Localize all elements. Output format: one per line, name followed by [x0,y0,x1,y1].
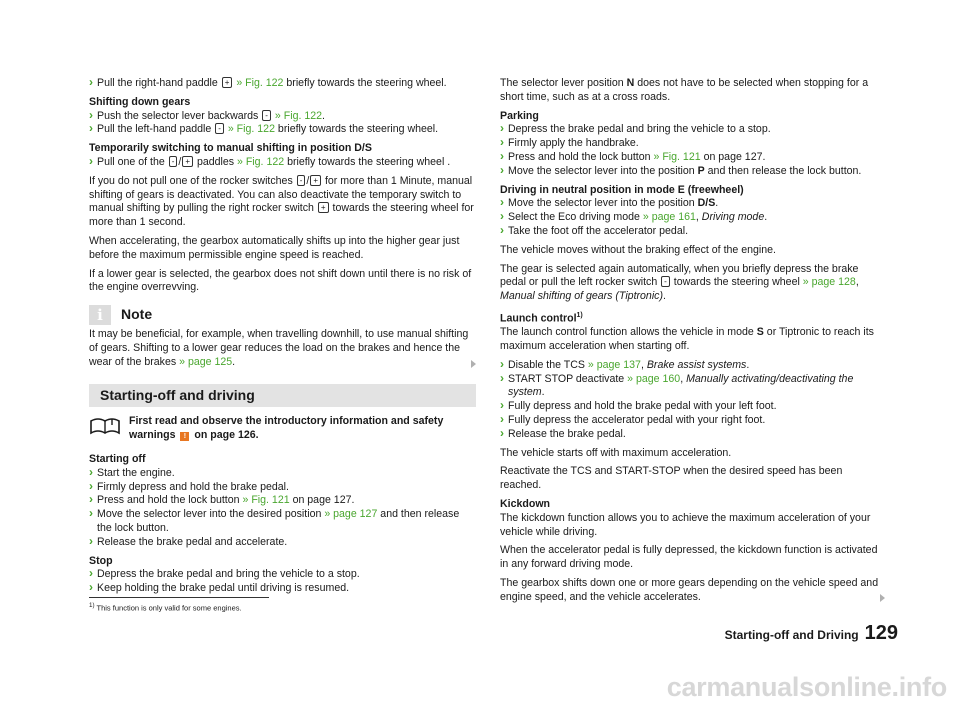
text: and then release the lock button. [97,508,460,534]
fig-link[interactable]: » Fig. 122 [237,155,285,168]
start-step: › Firmly depress and hold the brake pedal. [89,481,476,495]
xref-title: Driving mode [701,211,765,224]
text: paddles [196,155,235,168]
upshift-step [89,77,476,91]
fig-link[interactable]: » Fig. 121 [653,150,701,163]
launch-paragraph [500,326,885,354]
plus-key-icon: + [222,77,233,88]
text: briefly towards the steering wheel. [286,77,447,89]
text: , [640,358,644,371]
text: . [715,197,719,210]
parking-heading: Parking [500,109,539,122]
fig-link[interactable]: » Fig. 122 [274,109,323,122]
page-link[interactable]: » page 125 [179,355,233,368]
fig-link[interactable]: » Fig. 122 [236,77,284,89]
temp-manual-heading: Temporarily switching to manual shifting in position D/S [89,142,372,155]
text: Disable the TCS [508,358,585,371]
minus-key-icon: - [661,276,670,287]
park-step: › Depress the brake pedal and bring the vehicle to a stop. [500,123,885,137]
minus-key-icon: - [169,156,178,167]
text: . [746,358,750,371]
page-link[interactable]: » page 160 [627,372,681,385]
minus-key-icon: - [262,110,271,121]
left-column [89,77,476,601]
minus-key-icon: - [215,123,224,134]
text: towards the steering wheel for more than 1 second. [89,202,474,229]
launch-control-heading [500,309,885,326]
page-link[interactable]: » page 137 [587,358,641,371]
text: towards the steering wheel [673,276,800,289]
lower-gear-paragraph: If a lower gear is selected, the gearbox does not shift down until there is no risk of the engine overrevving. [89,267,472,294]
text: Pull the left-hand paddle [97,123,212,136]
text: does not have to be selected when stopping for a short time, such as at a cross roads. [500,77,869,103]
footnote-text: This function is only valid for some engines. [96,603,242,613]
kickdown-paragraph: The kickdown function allows you to achieve the maximum acceleration of your vehicle while driving. [500,511,871,538]
text: , [855,276,859,289]
chapter-title: Starting-off and Driving [724,628,859,642]
plus-key-icon: + [318,202,329,213]
text: Move the selector lever into the position [508,164,695,177]
page-footer [724,622,898,644]
launch-step: › Release the brake pedal. [500,428,885,442]
section-title: Starting-off and driving [89,384,476,408]
launch-step: › Fully depress and hold the brake pedal with your left foot. [500,400,885,414]
note-title: Note [121,306,153,323]
neutral-step [500,211,885,225]
shift-down-step [89,123,476,137]
text: . [764,211,768,224]
park-step [500,165,885,179]
plus-key-icon: + [310,175,321,186]
neutral-heading: Driving in neutral position in mode E (freewheel) [500,183,744,196]
text: The selector lever position [500,77,624,89]
xref-title: Manually activating/deactivating the system [508,372,854,399]
text: Launch control [500,312,577,325]
stop-heading: Stop [89,554,113,567]
text: The gear is selected again automatically, when you briefly depress the brake pedal or pull the left rocker switch [500,262,859,289]
stop-step: › Keep holding the brake pedal until driving is resumed. [89,582,476,596]
text: . [541,386,545,399]
info-icon: i [89,305,111,325]
safety-note [89,415,476,443]
launch-step: › Fully depress the accelerator pedal with your right foot. [500,414,885,428]
park-step: › Firmly apply the handbrake. [500,137,885,151]
kickdown-paragraph: When the accelerator pedal is fully depressed, the kickdown function is activated in any forward driving mode. [500,544,878,571]
text: It may be beneficial, for example, when travelling downhill, to use manual shifting of gears. Shifting to a lower gear reduces the load on the brakes and hence the wear of the brakes [89,328,469,368]
text: Move the selector lever into the position [508,197,695,210]
note-text [89,328,476,369]
text: The gearbox shifts down one or more gears depending on the vehicle speed and engine speed, and the vehicle accelerates. [500,577,879,603]
neutral-step: › Take the foot off the accelerator pedal. [500,225,885,239]
safety-note-text [129,415,476,443]
kickdown-heading: Kickdown [500,498,551,511]
xref-title: Brake assist systems [646,358,747,371]
launch-step [500,373,885,401]
page-link[interactable]: » page 161 [642,211,696,224]
launch-paragraph: Reactivate the TCS and START-STOP when the desired speed has been reached. [500,465,843,492]
shift-down-heading: Shifting down gears [89,95,191,108]
manual-book-icon [89,415,121,443]
plus-key-icon: + [182,156,193,167]
warning-icon: ! [180,432,189,441]
footnote-mark: 1) [576,311,583,319]
footnote [89,599,242,615]
text: Select the Eco driving mode [508,211,640,224]
neutral-paragraph: The vehicle moves without the braking effect of the engine. [500,243,776,256]
start-step [89,494,476,508]
text: If you do not pull one of the rocker switches [89,174,293,187]
right-column [500,77,885,610]
page-link[interactable]: » page 127 [324,508,378,521]
position-label: D/S [697,197,716,210]
text: , [695,211,699,224]
text: START STOP deactivate [508,372,625,385]
page-link[interactable]: » page 128 [802,276,856,289]
launch-step [500,359,885,373]
fig-link[interactable]: » Fig. 121 [242,494,290,507]
footnote-mark: 1) [89,602,95,609]
text: Pull the right-hand paddle [97,77,218,89]
text: . [232,355,236,368]
text: , [680,372,684,385]
fig-link[interactable]: » Fig. 122 [227,123,275,136]
footnote-rule [89,597,269,598]
text: . [322,109,325,122]
park-step [500,151,885,165]
text: for more than 1 Minute, manual shifting of gears is deactivated. You can also deactivate the temporary switch to manual shifting by pulling the right rocker switch [89,174,473,215]
text: . [663,290,666,303]
text: or Tiptronic to reach its maximum acceleration when starting off. [500,326,874,353]
position-label: S [756,326,764,339]
text: on page 127. [703,150,766,163]
text: briefly towards the steering wheel . [287,155,451,168]
position-label: P [697,164,705,177]
stop-step: › Depress the brake pedal and bring the vehicle to a stop. [89,568,476,582]
start-step [89,508,476,536]
note-header [89,305,476,325]
rocker-paragraph [89,175,476,230]
text: Pull one of the [97,155,165,168]
selector-intro [500,77,885,105]
text: briefly towards the steering wheel. [277,123,439,136]
text: Press and hold the lock button [508,150,651,163]
accel-paragraph: When accelerating, the gearbox automatically shifts up into the higher gear just before the maximum permissible engine speed is reached. [89,234,460,261]
start-step: › Start the engine. [89,467,476,481]
start-step: › Release the brake pedal and accelerate. [89,536,476,550]
starting-off-heading: Starting off [89,452,146,465]
text: Move the selector lever into the desired position [97,508,322,521]
end-marker-icon [471,360,476,368]
page-number: 129 [864,622,898,644]
neutral-paragraph [500,263,885,304]
minus-key-icon: - [297,175,306,186]
launch-paragraph: The vehicle starts off with maximum acceleration. [500,446,732,459]
text: Press and hold the lock button [97,494,240,507]
text: / [306,174,310,187]
text: Push the selector lever backwards [97,109,259,122]
text: on page 126. [194,429,259,442]
text: The launch control function allows the vehicle in mode [500,326,754,339]
xref-title: Manual shifting of gears (Tiptronic) [500,290,664,303]
text: First read and observe the introductory information and safety warnings [129,415,444,442]
shift-down-step [89,110,476,124]
position-label: N [626,77,635,89]
text: and then release the lock button. [707,164,862,177]
text: / [178,155,182,168]
kickdown-paragraph [500,577,885,605]
watermark: carmanualsonline.info [666,672,947,702]
continue-marker-icon [880,594,885,602]
neutral-step [500,197,885,211]
text: on page 127. [292,494,355,507]
temp-manual-step [89,156,476,170]
